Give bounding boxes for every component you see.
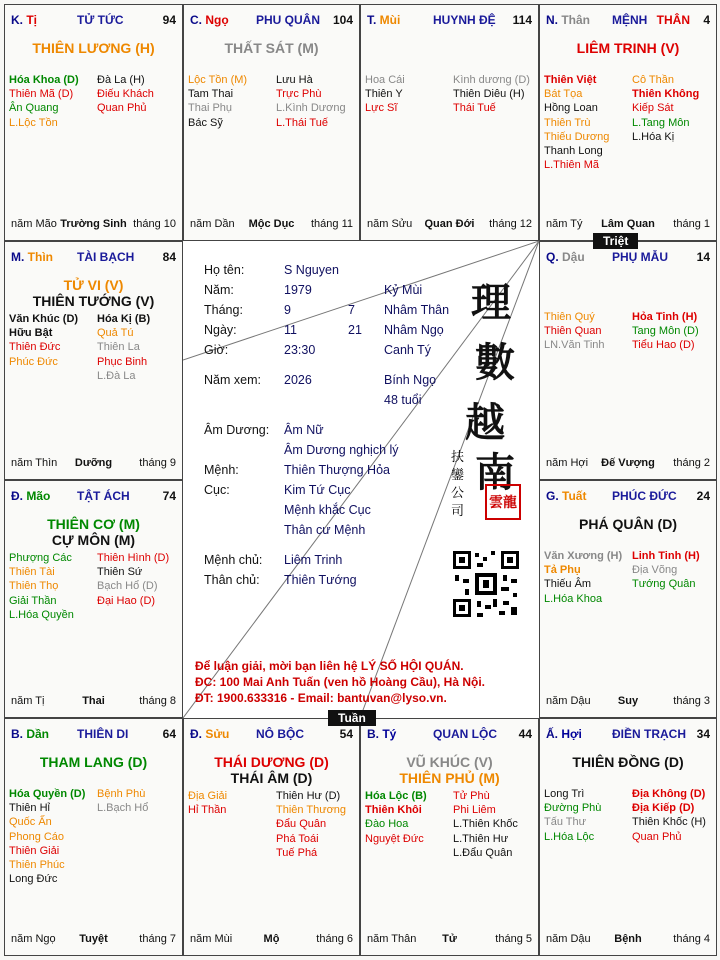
footer-stage: Đế Vượng: [601, 457, 655, 469]
minor-star: Kình dương (D): [453, 74, 530, 86]
footer-stage: Mộ: [263, 933, 280, 945]
palace-age: 34: [696, 727, 710, 741]
stars-right-column: [632, 310, 699, 353]
palace-branch: Đ. Mão: [11, 489, 51, 503]
minor-star: Nguyệt Đức: [365, 832, 424, 845]
value-cuc-2: Mệnh khắc Cục: [284, 503, 371, 517]
value-thang: 9: [284, 303, 291, 317]
palace-footer: [11, 218, 176, 232]
minor-star: Lộc Tồn (M): [188, 74, 248, 86]
palace-cell: [4, 4, 183, 241]
palace-header: [367, 727, 532, 743]
palace-branch: T. Mùi: [367, 13, 401, 27]
palace-cell: [4, 241, 183, 480]
label-gio: Giờ:: [204, 343, 229, 357]
palace-branch: Q. Dậu: [546, 250, 585, 264]
stars-left-column: [9, 551, 74, 622]
minor-star: Thiên Y: [365, 88, 403, 101]
footer-year: năm Dậu: [546, 933, 591, 945]
minor-star: Văn Xương (H): [544, 550, 623, 562]
label-than-chu: Thân chủ:: [204, 573, 260, 587]
minor-star: L.Lộc Tồn: [9, 116, 58, 129]
stars-right-column: [453, 789, 518, 860]
minor-star: Phúc Đức: [9, 355, 58, 368]
palace-footer: [546, 695, 710, 709]
minor-star: Thiên Phúc: [9, 859, 65, 872]
minor-star: Thiên Không: [632, 88, 700, 101]
palace-name: TỬ TỨC: [77, 13, 124, 27]
palace-cell: [4, 718, 183, 956]
label-thang: Tháng:: [204, 303, 243, 317]
palace-footer: [11, 457, 176, 471]
minor-star: Thái Tuế: [453, 102, 496, 115]
palace-cell: [539, 241, 717, 480]
palace-cell: [360, 4, 539, 241]
palace-name: TÀI BẠCH: [77, 250, 135, 264]
footer-month: tháng 6: [316, 933, 353, 945]
main-star: THÁI DƯƠNG (D): [214, 754, 329, 770]
palace-age: 114: [512, 13, 532, 27]
calligraphy-small-1: 扶: [451, 450, 465, 465]
main-star: THẤT SÁT (M): [224, 40, 319, 56]
value-cuc-3: Thân cư Mệnh: [284, 523, 366, 537]
minor-star: Quốc Ấn: [9, 816, 52, 829]
palace-name: QUAN LỘC: [433, 727, 497, 741]
footer-month: tháng 2: [673, 457, 710, 469]
footer-stage: Trường Sinh: [60, 218, 127, 230]
palace-footer: [367, 933, 532, 947]
footer-year: năm Dần: [190, 218, 235, 230]
footer-year: năm Hợi: [546, 457, 589, 469]
minor-star: Tả Phụ: [544, 564, 581, 577]
minor-star: L.Kình Dương: [276, 102, 346, 115]
minor-star: Thiên Hỉ: [9, 802, 50, 815]
value-gio: 23:30: [284, 343, 316, 357]
main-star: TỬ VI (V): [63, 277, 124, 293]
stars-right-column: [632, 549, 700, 592]
contact-line-3: ĐT: 1900.633316 - Email: bantuvan@lyso.vn.: [195, 691, 447, 705]
palace-age: 74: [162, 489, 176, 503]
palace-name: PHÚC ĐỨC: [612, 489, 677, 503]
minor-star: Hóa Lộc (B): [365, 790, 427, 802]
palace-branch: K. Tị: [11, 13, 38, 27]
minor-star: Thiên Trù: [544, 116, 591, 129]
palace-branch: N. Thân: [546, 13, 591, 27]
value-cuc: Kim Tứ Cục: [284, 483, 351, 497]
minor-star: Thiên Thọ: [9, 580, 59, 593]
minor-star: Thiên Quý: [544, 311, 595, 323]
value-ngay: 11: [284, 323, 297, 337]
palace-cell: [183, 718, 360, 956]
stars-left-column: [544, 787, 601, 844]
footer-year: năm Mùi: [190, 933, 233, 945]
minor-star: Ân Quang: [9, 102, 59, 115]
footer-year: năm Mão: [11, 218, 57, 230]
palace-name: NÔ BỘC: [256, 727, 304, 741]
palace-branch: M. Thìn: [11, 250, 53, 264]
palace-name: PHU QUÂN: [256, 13, 321, 27]
stars-left-column: [188, 789, 227, 817]
palace-cell: [183, 4, 360, 241]
footer-year: năm Ngọ: [11, 933, 56, 945]
minor-star: Điếu Khách: [97, 88, 154, 101]
minor-star: Thiên Tài: [9, 566, 55, 579]
footer-stage: Tử: [442, 933, 457, 945]
minor-star: Thiên Quan: [544, 325, 602, 338]
palace-header: [190, 727, 353, 743]
label-menh: Mệnh:: [204, 463, 239, 477]
value-am-duong-2: Âm Dương nghịch lý: [284, 443, 399, 457]
than-marker: THÂN: [656, 13, 690, 27]
footer-month: tháng 8: [139, 695, 176, 707]
calligraphy-small-3: 公: [451, 486, 465, 501]
value-menh-chu: Liêm Trinh: [284, 553, 343, 567]
palace-cell: [539, 4, 717, 241]
minor-star: L.Hóa Quyền: [9, 608, 74, 621]
palace-header: [367, 13, 532, 29]
minor-star: Bác Sỹ: [188, 116, 223, 129]
minor-star: Thiên Việt: [544, 74, 597, 86]
stars-left-column: [544, 73, 609, 172]
palace-footer: [190, 933, 353, 947]
value-nam-xem: 2026: [284, 373, 312, 387]
main-star: THIÊN LƯƠNG (H): [32, 40, 155, 56]
minor-star: L.Đẩu Quân: [453, 846, 513, 859]
minor-star: Phục Binh: [97, 355, 148, 368]
footer-stage: Mộc Dục: [248, 218, 295, 230]
label-cuc: Cục:: [204, 483, 230, 497]
minor-star: Tấu Thư: [544, 816, 587, 829]
palace-footer: [546, 457, 710, 471]
palace-footer: [190, 218, 353, 232]
calligraphy-char-3: 越: [465, 399, 505, 446]
value-nam-xem-can: Bính Ngọ: [384, 373, 437, 387]
minor-star: Đẩu Quân: [276, 818, 327, 831]
minor-star: Tiểu Hao (D): [632, 339, 695, 352]
stars-right-column: [97, 551, 169, 608]
stars-right-column: [97, 787, 148, 815]
palace-name: MỆNH: [612, 13, 648, 27]
minor-star: Giải Thần: [9, 594, 57, 607]
minor-star: Phá Toái: [276, 832, 319, 845]
footer-stage: Quan Đới: [424, 218, 475, 230]
footer-stage: Thai: [82, 695, 105, 707]
calligraphy-char-4: 南: [475, 449, 515, 496]
minor-star: Cô Thần: [632, 74, 674, 86]
calligraphy-small-4: 司: [451, 504, 465, 519]
minor-star: Thiên Thương: [276, 804, 347, 817]
minor-star: Thiên La: [97, 341, 140, 354]
minor-star: Trực Phù: [276, 88, 322, 101]
tuan-marker: Tuần: [328, 710, 376, 726]
value-ngay-can: Nhâm Ngọ: [384, 323, 444, 337]
footer-month: tháng 9: [139, 457, 176, 469]
minor-star: Thiếu Âm: [544, 578, 592, 591]
palace-age: 64: [162, 727, 176, 741]
minor-star: Thiên Đức: [9, 341, 61, 354]
minor-star: Đường Phù: [544, 802, 602, 815]
palace-header: [190, 13, 353, 29]
red-seal-stamp: 雲龍: [485, 484, 521, 520]
value-ho-ten: S Nguyen: [284, 263, 339, 277]
minor-star: Thanh Long: [544, 145, 603, 158]
footer-month: tháng 1: [673, 218, 710, 230]
main-star: THÁI ÂM (D): [230, 770, 313, 786]
stars-right-column: [453, 73, 530, 116]
palace-header: [546, 489, 710, 505]
minor-star: Hữu Bật: [9, 327, 53, 340]
palace-branch: Ấ. Hợi: [546, 727, 582, 741]
minor-star: Thai Phụ: [188, 102, 233, 115]
footer-stage: Lâm Quan: [601, 218, 655, 230]
minor-star: Long Trì: [544, 788, 585, 800]
value-am-duong: Âm Nữ: [284, 423, 324, 437]
minor-star: Đào Hoa: [365, 818, 409, 831]
minor-star: Hóa Kị (B): [97, 313, 151, 325]
stars-left-column: [544, 549, 622, 606]
footer-month: tháng 7: [139, 933, 176, 945]
main-star: THAM LANG (D): [39, 754, 148, 770]
palace-cell: [539, 480, 717, 718]
palace-cell: [360, 718, 539, 956]
minor-star: Địa Giải: [188, 790, 228, 802]
palace-footer: [546, 218, 710, 232]
value-thang-lunar: 7: [348, 303, 355, 317]
footer-month: tháng 3: [673, 695, 710, 707]
main-star: CỰ MÔN (M): [51, 532, 136, 548]
minor-star: Thiên Hình (D): [97, 552, 170, 564]
minor-star: Tuế Phá: [276, 846, 318, 859]
footer-month: tháng 12: [489, 218, 532, 230]
minor-star: Hoa Cái: [365, 74, 405, 86]
palace-branch: B. Dần: [11, 727, 50, 741]
minor-star: Thiếu Dương: [544, 130, 610, 143]
center-info-panel: [183, 241, 539, 718]
minor-star: Lực Sĩ: [365, 102, 398, 115]
minor-star: Tướng Quân: [632, 578, 696, 591]
label-ho-ten: Họ tên:: [204, 263, 245, 277]
footer-stage: Tuyệt: [79, 933, 108, 945]
minor-star: Bệnh Phù: [97, 788, 146, 800]
minor-star: Phượng Các: [9, 552, 72, 564]
value-than-chu: Thiên Tướng: [284, 573, 357, 587]
label-nam-xem: Năm xem:: [204, 373, 261, 387]
minor-star: Kiếp Sát: [632, 102, 674, 115]
minor-star: Bát Tọa: [544, 88, 583, 101]
palace-header: [11, 13, 176, 29]
minor-star: L.Hóa Kị: [632, 130, 675, 143]
main-star: VŨ KHÚC (V): [406, 754, 493, 770]
footer-stage: Dưỡng: [74, 457, 113, 469]
palace-branch: G. Tuất: [546, 489, 587, 503]
minor-star: Quan Phủ: [632, 830, 682, 843]
palace-footer: [367, 218, 532, 232]
palace-age: 14: [696, 250, 710, 264]
minor-star: L.Hóa Lộc: [544, 830, 595, 843]
footer-month: tháng 5: [495, 933, 532, 945]
palace-age: 4: [703, 13, 710, 27]
minor-star: L.Đà La: [97, 369, 136, 382]
minor-star: Đại Hao (D): [97, 594, 156, 607]
triet-marker: Triệt: [593, 233, 638, 249]
contact-line-2: ĐC: 100 Mai Anh Tuấn (ven hồ Hoàng Cầu), Hà Nội.: [195, 675, 486, 689]
stars-left-column: [9, 787, 85, 886]
palace-age: 24: [696, 489, 710, 503]
contact-line-1: Để luận giải, mời bạn liên hệ LÝ SỐ HỘI QUÁN.: [195, 659, 464, 673]
palace-branch: B. Tý: [367, 727, 397, 741]
main-star: PHÁ QUÂN (D): [579, 516, 677, 532]
stars-left-column: [544, 310, 605, 353]
footer-stage: Bệnh: [614, 933, 642, 945]
palace-name: TẬT ÁCH: [77, 489, 130, 503]
palace-age: 94: [162, 13, 176, 27]
footer-month: tháng 4: [673, 933, 710, 945]
main-star: THIÊN PHỦ (M): [399, 770, 500, 786]
minor-star: Phi Liêm: [453, 804, 496, 817]
calligraphy-small-2: 鑾: [451, 468, 465, 483]
minor-star: L.Thái Tuế: [276, 116, 328, 129]
minor-star: Thiên Giải: [9, 844, 60, 857]
palace-cell: [539, 718, 717, 956]
minor-star: Hỉ Thần: [188, 804, 227, 817]
palace-header: [546, 727, 710, 743]
palace-name: HUYNH ĐỆ: [433, 13, 496, 27]
minor-star: Địa Võng: [632, 564, 678, 577]
minor-star: L.Thiên Mã: [544, 159, 600, 172]
stars-right-column: [276, 789, 346, 860]
minor-star: Thiên Khôi: [365, 804, 422, 817]
stars-right-column: [632, 787, 706, 844]
main-star: THIÊN TƯỚNG (V): [32, 293, 155, 309]
minor-star: Đà La (H): [97, 74, 145, 86]
palace-age: 84: [162, 250, 176, 264]
qr-code-icon: [451, 549, 521, 619]
value-tuoi: 48 tuổi: [384, 393, 422, 407]
minor-star: LN.Văn Tinh: [544, 339, 605, 352]
footer-year: năm Thân: [367, 933, 417, 945]
minor-star: Phong Cáo: [9, 830, 65, 843]
footer-year: năm Dậu: [546, 695, 591, 707]
stars-left-column: [9, 73, 79, 130]
stars-right-column: [97, 312, 150, 383]
palace-cell: [4, 480, 183, 718]
calligraphy-char-2: 數: [475, 339, 515, 386]
minor-star: Thiên Sứ: [97, 566, 143, 579]
minor-star: Quả Tú: [97, 327, 134, 340]
palace-header: [11, 489, 176, 505]
footer-year: năm Sửu: [367, 218, 413, 230]
label-ngay: Ngày:: [204, 323, 237, 337]
palace-header: [546, 250, 710, 266]
palace-age: 44: [518, 727, 532, 741]
value-gio-can: Canh Tý: [384, 343, 432, 357]
minor-star: Tam Thai: [188, 88, 234, 101]
palace-footer: [546, 933, 710, 947]
minor-star: L.Tang Môn: [632, 116, 690, 129]
palace-header: [11, 727, 176, 743]
label-am-duong: Âm Dương:: [204, 423, 270, 437]
minor-star: Bạch Hổ (D): [97, 580, 158, 593]
minor-star: L.Thiên Hư: [453, 832, 509, 845]
label-nam: Năm:: [204, 283, 234, 297]
calligraphy-char-1: 理: [471, 279, 511, 326]
stars-left-column: [9, 312, 78, 369]
value-thang-can: Nhâm Thân: [384, 303, 450, 317]
value-menh: Thiên Thượng Hỏa: [284, 463, 390, 477]
stars-left-column: [365, 73, 405, 116]
palace-branch: Đ. Sửu: [190, 727, 230, 741]
palace-header: [546, 13, 710, 29]
minor-star: Thiên Mã (D): [9, 88, 74, 101]
palace-age: 54: [339, 727, 353, 741]
minor-star: Thiên Khốc (H): [632, 816, 706, 829]
minor-star: Linh Tinh (H): [632, 550, 700, 562]
stars-left-column: [365, 789, 427, 846]
minor-star: Hỏa Tinh (H): [632, 311, 698, 323]
minor-star: Thiên Diêu (H): [453, 88, 525, 101]
value-nam-can: Kỷ Mùi: [384, 283, 423, 297]
palace-name: PHỤ MẪU: [612, 250, 668, 264]
minor-star: Tang Môn (D): [632, 325, 699, 338]
footer-month: tháng 10: [133, 218, 176, 230]
palace-footer: [11, 933, 176, 947]
stars-right-column: [97, 73, 154, 116]
footer-stage: Suy: [617, 695, 639, 707]
minor-star: L.Thiên Khốc: [453, 818, 518, 831]
footer-year: năm Tý: [546, 218, 583, 230]
minor-star: Long Đức: [9, 873, 58, 886]
minor-star: Thiên Hư (D): [276, 790, 341, 802]
main-star: LIÊM TRINH (V): [576, 40, 680, 56]
palace-header: [11, 250, 176, 266]
palace-footer: [11, 695, 176, 709]
palace-age: 104: [332, 13, 353, 27]
minor-star: Tử Phù: [453, 790, 490, 802]
stars-right-column: [276, 73, 346, 130]
value-ngay-lunar: 21: [348, 323, 362, 337]
footer-year: năm Tị: [11, 695, 45, 707]
main-star: THIÊN CƠ (M): [47, 516, 140, 532]
main-star: THIÊN ĐỒNG (D): [572, 754, 684, 770]
footer-month: tháng 11: [310, 218, 353, 230]
minor-star: Quan Phủ: [97, 102, 147, 115]
minor-star: Hóa Khoa (D): [9, 74, 79, 86]
minor-star: Lưu Hà: [276, 74, 313, 86]
minor-star: Văn Khúc (D): [9, 313, 79, 325]
minor-star: L.Hóa Khoa: [544, 592, 603, 605]
stars-left-column: [188, 73, 247, 130]
minor-star: L.Bạch Hổ: [97, 802, 149, 815]
minor-star: Hồng Loan: [544, 102, 598, 115]
footer-year: năm Thìn: [11, 457, 58, 469]
palace-name: ĐIỀN TRẠCH: [612, 727, 686, 741]
value-nam: 1979: [284, 283, 312, 297]
stars-right-column: [632, 73, 699, 144]
minor-star: Địa Không (D): [632, 788, 706, 800]
minor-star: Hóa Quyền (D): [9, 788, 86, 800]
palace-name: THIÊN DI: [77, 727, 129, 741]
minor-star: Địa Kiếp (D): [632, 802, 695, 815]
label-menh-chu: Mệnh chủ:: [204, 553, 263, 567]
palace-branch: C. Ngọ: [190, 13, 229, 27]
